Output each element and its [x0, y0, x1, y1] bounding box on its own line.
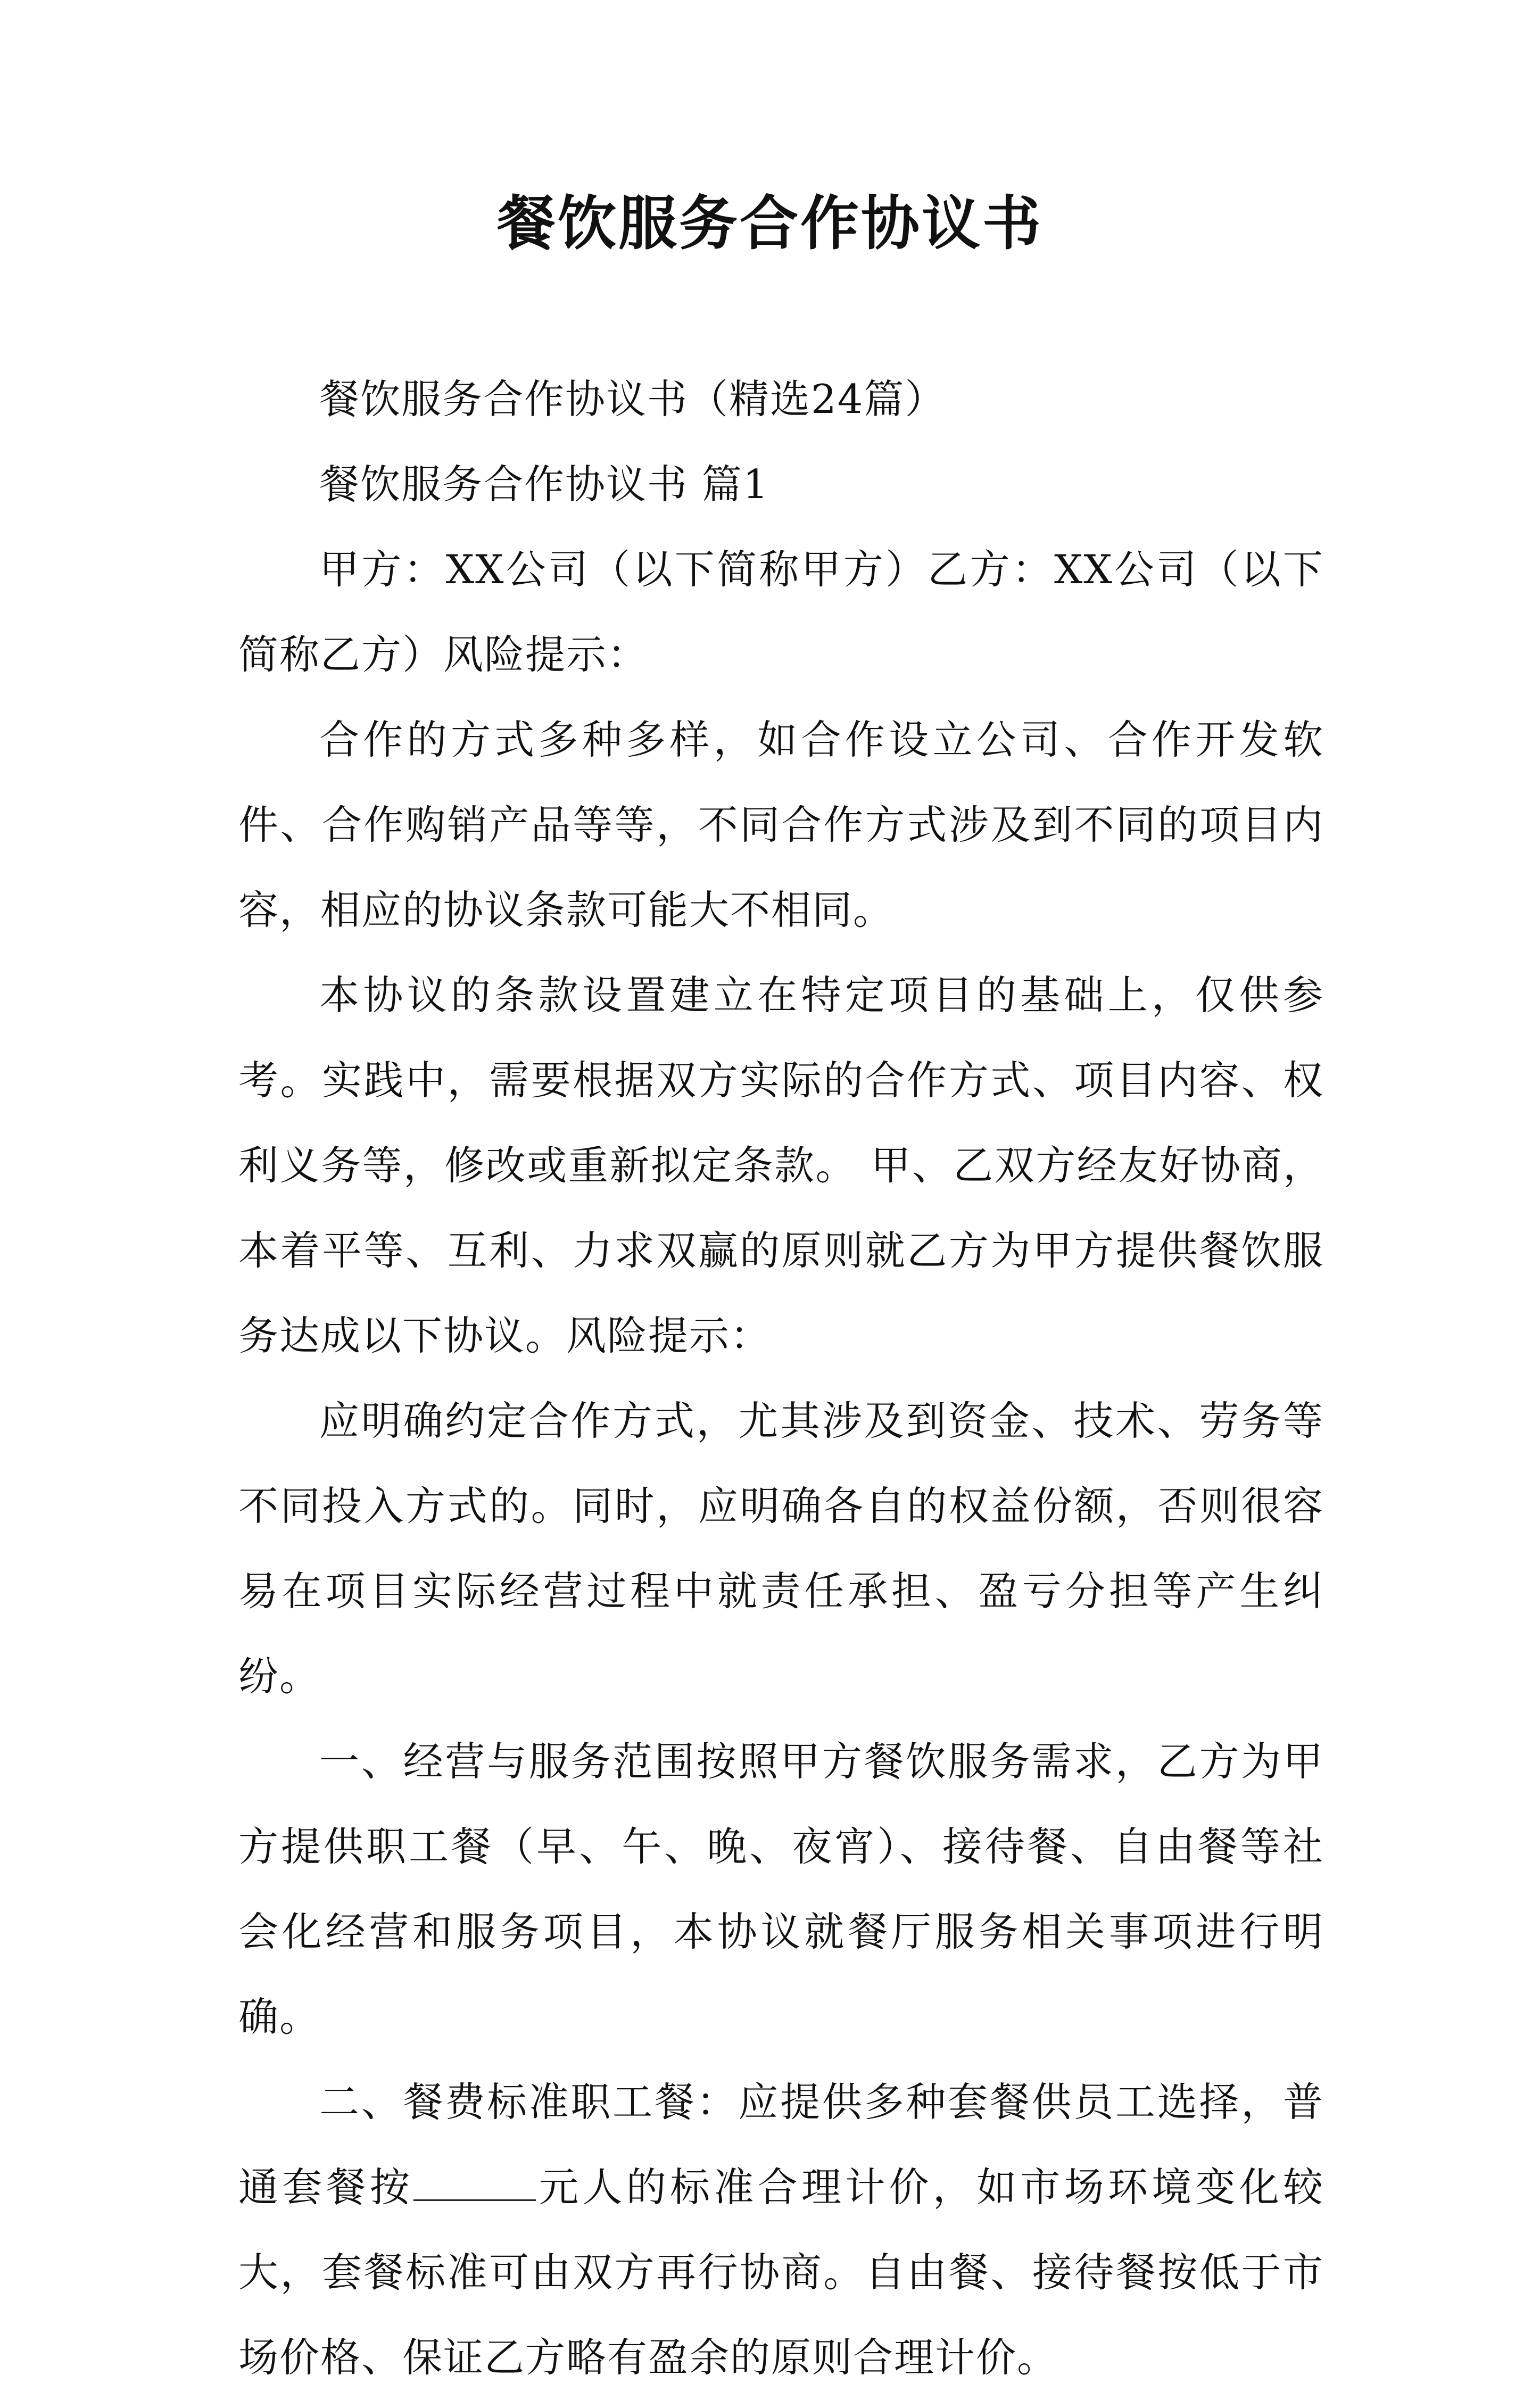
fee-standard-paragraph — [238, 2059, 1324, 2400]
document-body — [238, 357, 1324, 2400]
document-title: 餐饮服务合作协议书 — [497, 189, 1043, 258]
subtitle-paragraph: 餐饮服务合作协议书（精选24篇） — [319, 376, 946, 423]
agreement-basis-paragraph: 本协议的条款设置建立在特定项目的基础上，仅供参考。实践中，需要根据双方实际的合作方式、项目内容、权利义务等，修改或重新拟定条款。 甲、乙双方经友好协商，本着平等、互利、力求双赢的原则就乙方为甲方提供餐饮服务达成以下协议。风险提示： — [238, 972, 1324, 1359]
section-heading: 餐饮服务合作协议书 篇1 — [319, 461, 769, 508]
fee-text-after-blank: 元人的标准合理计价，如市场环境变化较大，套餐标准可由双方再行协商。自由餐、接待餐按低于市场价格、保证乙方略有盈余的原则合理计价。 — [238, 2164, 1324, 2381]
risk-note-paragraph: 应明确约定合作方式，尤其涉及到资金、技术、劳务等不同投入方式的。同时，应明确各自的权益份额，否则很容易在项目实际经营过程中就责任承担、盈亏分担等产生纠纷。 — [238, 1397, 1324, 1700]
fee-text-before-blank: 二、餐费标准职工餐：应提供多种套餐供员工选择，普通套餐按 — [238, 2079, 1324, 2211]
scope-paragraph: 一、经营与服务范围按照甲方餐饮服务需求，乙方为甲方提供职工餐（早、午、晚、夜宵）、接待餐、自由餐等社会化经营和服务项目，本协议就餐厅服务相关事项进行明确。 — [238, 1738, 1324, 2040]
parties-paragraph: 甲方：XX公司（以下简称甲方）乙方：XX公司（以下简称乙方）风险提示： — [238, 546, 1324, 678]
cooperation-methods-paragraph: 合作的方式多种多样，如合作设立公司、合作开发软件、合作购销产品等等，不同合作方式涉及到不同的项目内容，相应的协议条款可能大不相同。 — [238, 716, 1324, 933]
fee-amount-blank — [413, 2164, 536, 2202]
